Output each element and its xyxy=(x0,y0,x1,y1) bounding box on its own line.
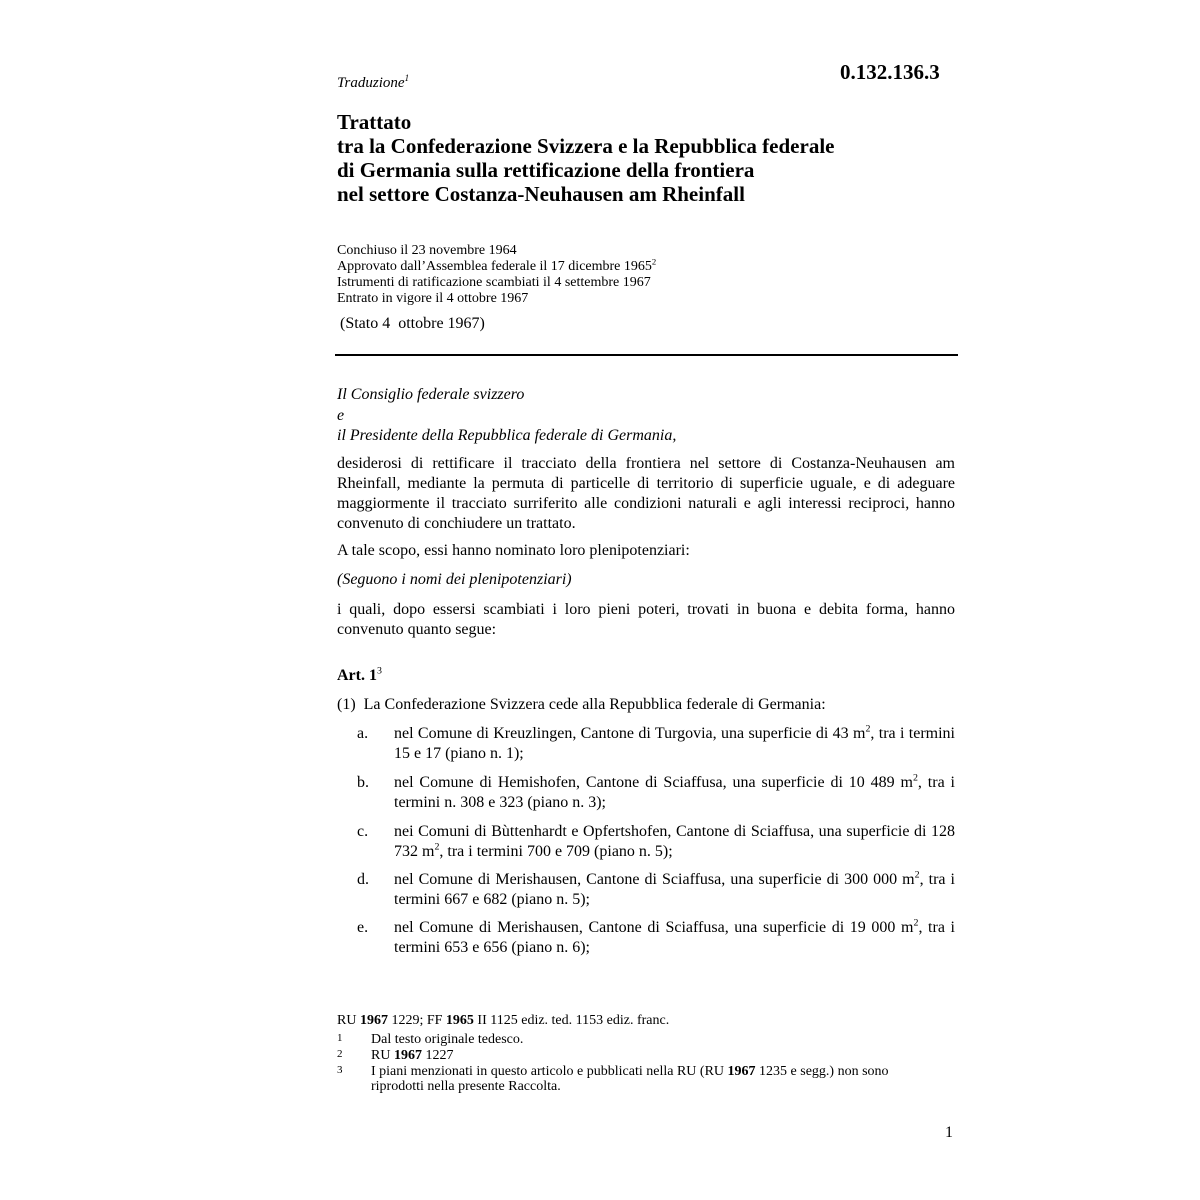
item-letter: a. xyxy=(357,725,369,742)
article-title: Art. 1 xyxy=(337,667,377,684)
unit-exponent: 2 xyxy=(912,772,918,784)
unit-exponent: 2 xyxy=(434,841,440,853)
item-letter: c. xyxy=(357,823,369,840)
party-1: Il Consiglio federale svizzero xyxy=(337,386,525,403)
agreement-paragraph: i quali, dopo essersi scambiati i loro pieni poteri, trovati in buona e debita forma, hanno convenuto quanto segue: xyxy=(337,601,955,638)
item-text xyxy=(394,918,955,958)
footnote-text-pre: RU xyxy=(371,1048,394,1063)
footnote-3 xyxy=(337,1064,937,1094)
item-text-main: nei Comuni di Bùttenhardt e Opfertshofen, Cantone di Sciaffusa, una superficie di 128 732 m xyxy=(394,823,955,860)
ref-ru-year: 1967 xyxy=(359,1013,388,1028)
list-item xyxy=(357,724,955,764)
item-text-tail: , tra i termini 15 e 17 (piano n. 1); xyxy=(394,725,955,762)
list-item xyxy=(357,870,955,910)
source-reference xyxy=(337,1013,669,1029)
footnote-ref-1[interactable]: 1 xyxy=(404,74,410,84)
sr-number: 0.132.136.3 xyxy=(840,60,940,84)
list-item xyxy=(357,773,955,813)
title-line: nel settore Costanza-Neuhausen am Rheinfall xyxy=(337,182,745,206)
unit-exponent: 2 xyxy=(865,723,871,735)
item-text-tail: , tra i termini n. 308 e 323 (piano n. 3); xyxy=(394,774,955,811)
list-item xyxy=(357,822,955,862)
list-item xyxy=(357,918,955,958)
status-date: (Stato 4 ottobre 1967) xyxy=(340,315,485,332)
item-text-tail: , tra i termini 700 e 709 (piano n. 5); xyxy=(439,843,673,860)
footnote-number: 3 xyxy=(337,1064,343,1076)
article-heading xyxy=(337,667,382,685)
footnote-text xyxy=(371,1064,937,1094)
ref-ru-label: RU xyxy=(337,1013,360,1028)
ratification-date: Istrumenti di ratificazione scambiati il 4 settembre 1967 xyxy=(337,275,651,290)
item-text xyxy=(394,773,955,813)
item-text-main: nel Comune di Merishausen, Cantone di Sciaffusa, una superficie di 19 000 m xyxy=(394,919,914,936)
footnote-ref-3[interactable]: 3 xyxy=(376,665,382,677)
unit-exponent: 2 xyxy=(914,869,920,881)
item-letter: b. xyxy=(357,774,369,791)
footnote-year: 1967 xyxy=(393,1048,422,1063)
title-line: di Germania sulla rettificazione della frontiera xyxy=(337,158,755,182)
approved-date xyxy=(337,256,657,275)
footnote-text: Dal testo originale tedesco. xyxy=(371,1032,524,1047)
ref-mid: 1229; FF xyxy=(387,1013,446,1028)
item-text-main: nel Comune di Kreuzlingen, Cantone di Turgovia, una superficie di 43 m xyxy=(394,725,866,742)
header-divider xyxy=(335,354,958,356)
translation-label: Traduzione xyxy=(337,75,405,91)
ref-end: II 1125 ediz. ted. 1153 ediz. franc. xyxy=(473,1013,670,1028)
document-title xyxy=(337,110,957,206)
item-text xyxy=(394,822,955,862)
item-letter: d. xyxy=(357,871,369,888)
footnote-1 xyxy=(337,1032,957,1047)
item-text-tail: , tra i termini 653 e 656 (piano n. 6); xyxy=(394,919,955,956)
page-number: 1 xyxy=(945,1124,953,1141)
plenipotentiaries-paragraph: A tale scopo, essi hanno nominato loro plenipotenziari: xyxy=(337,542,690,559)
footnote-text xyxy=(371,1048,957,1063)
document-metadata xyxy=(337,243,656,307)
footnote-number: 2 xyxy=(337,1048,343,1060)
article-paragraph-1: (1) La Confederazione Svizzera cede alla Repubblica federale di Germania: xyxy=(337,696,826,713)
party-conjunction: e xyxy=(337,407,345,424)
plenipotentiaries-note: (Seguono i nomi dei plenipotenziari) xyxy=(337,571,572,588)
item-text-main: nel Comune di Merishausen, Cantone di Sciaffusa, una superficie di 300 000 m xyxy=(394,871,915,888)
concluded-date: Conchiuso il 23 novembre 1964 xyxy=(337,243,517,258)
item-text xyxy=(394,870,955,910)
title-line: Trattato xyxy=(337,110,412,134)
footnote-text-pre: I piani menzionati in questo articolo e pubblicati nella RU (RU xyxy=(371,1064,728,1079)
approved-text: Approvato dall’Assemblea federale il 17 dicembre 1965 xyxy=(337,259,652,274)
title-line: tra la Confederazione Svizzera e la Repubblica federale xyxy=(337,134,835,158)
unit-exponent: 2 xyxy=(913,917,919,929)
in-force-date: Entrato in vigore il 4 ottobre 1967 xyxy=(337,291,529,306)
party-2: il Presidente della Repubblica federale di Germania, xyxy=(337,427,677,444)
footnote-year: 1967 xyxy=(727,1064,756,1079)
footnote-text-post: 1227 xyxy=(421,1048,454,1063)
item-letter: e. xyxy=(357,919,369,936)
footnote-text-post: 1235 e segg.) non sono riprodotti nella presente Raccolta. xyxy=(371,1064,889,1094)
preamble-paragraph: desiderosi di rettificare il tracciato della frontiera nel settore di Costanza-Neuhausen am Rheinfall, mediante la permuta di particelle di territorio di superficie uguale, e di adeguare maggiormente il tracciato surriferito alle condizioni naturali e agli interessi reciproci, hanno convenuto di conchiudere un trattato. xyxy=(337,455,955,532)
footnote-ref-2[interactable]: 2 xyxy=(651,256,657,267)
ref-ff-year: 1965 xyxy=(445,1013,474,1028)
item-text-tail: , tra i termini 667 e 682 (piano n. 5); xyxy=(394,871,955,908)
translation-note xyxy=(337,75,409,92)
item-text-main: nel Comune di Hemishofen, Cantone di Sciaffusa, una superficie di 10 489 m xyxy=(394,774,913,791)
item-text xyxy=(394,724,955,764)
footnote-2 xyxy=(337,1048,957,1063)
footnote-number: 1 xyxy=(337,1032,343,1044)
